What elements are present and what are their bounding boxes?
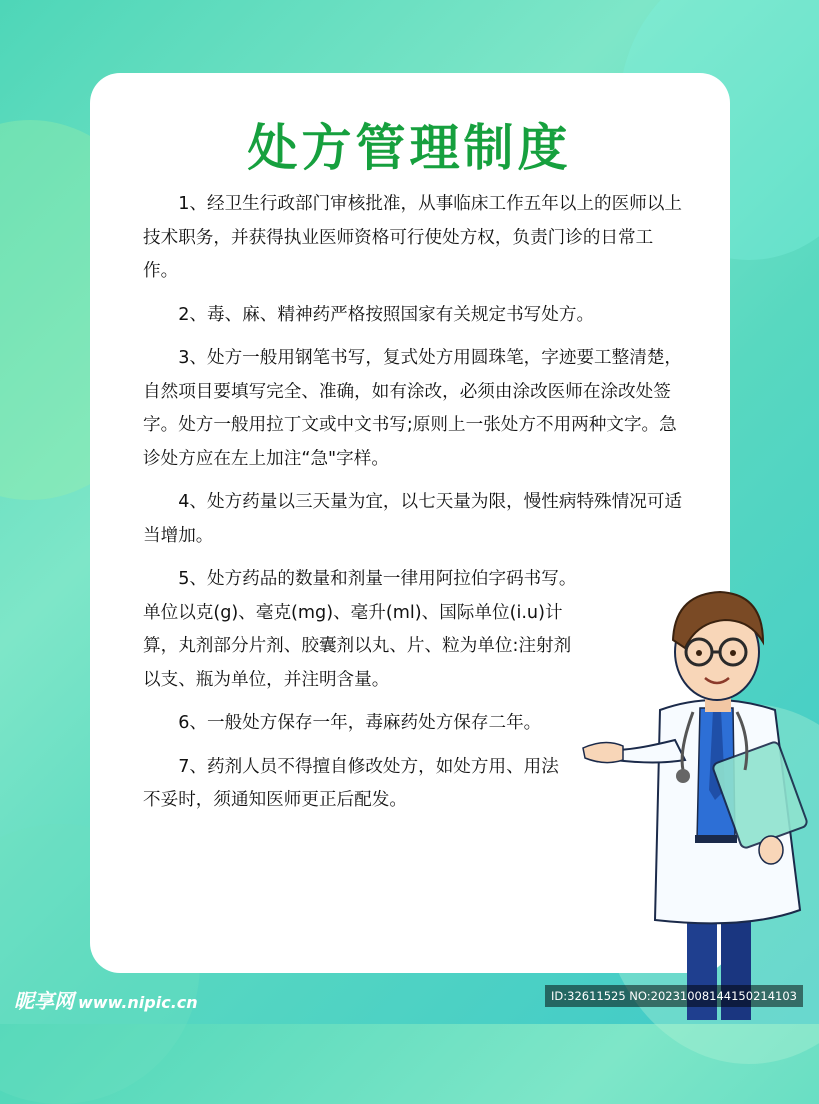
rule-item: 6、一般处方保存一年，毒麻药处方保存二年。 [178, 713, 542, 733]
rule-item: 7、药剂人员不得擅自修改处方，如处方用、用法不妥时，须通知医师更正后配发。 [143, 756, 559, 810]
rule-item: 5、处方药品的数量和剂量一律用阿拉伯字码书写。单位以克(g)、毫克(mg)、毫升(ml)、国际单位(i.u)计算，丸剂部分片剂、胶囊剂以丸、片、粒为单位:注射剂以支、瓶为单位，并注明含量。 [143, 569, 577, 690]
page-title: 处方管理制度 [247, 118, 572, 177]
rule-item: 4、处方药量以三天量为宜，以七天量为限，慢性病特殊情况可适当增加。 [143, 492, 683, 546]
rule-item: 3、处方一般用钢笔书写，复式处方用圆珠笔，字迹要工整清楚，自然项目要填写完全、准确，如有涂改，必须由涂改医师在涂改处签字。处方一般用拉丁文或中文书写;原则上一张处方不用两种文字。急诊处方应在左上加注“急"字样。 [143, 348, 683, 469]
site-logo: 昵享网 www.nipic.cn [14, 989, 198, 1013]
rule-item: 2、毒、麻、精神药严格按照国家有关规定书写处方。 [178, 304, 595, 325]
image-id-badge: ID:32611525 NO:20231008144150214103 [545, 985, 803, 1007]
rule-item: 1、经卫生行政部门审核批准，从事临床工作五年以上的医师以上技术职务，并获得执业医师资格可行使处方权，负责门诊的日常工作。 [143, 194, 683, 281]
doctor-illustration [575, 580, 819, 1024]
